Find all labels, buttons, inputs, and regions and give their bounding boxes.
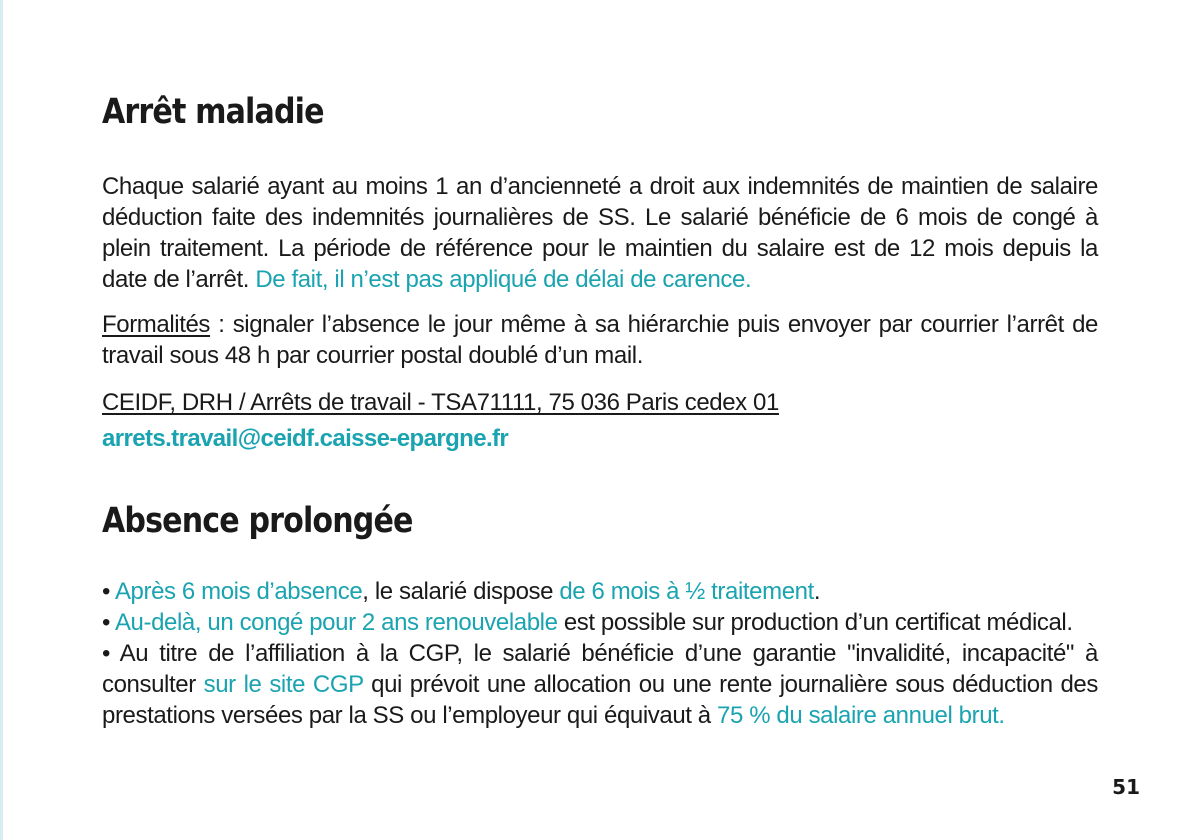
paragraph-formalities — [102, 309, 1098, 371]
paragraph-sick-leave — [102, 171, 1098, 295]
no-waiting-period-note: De fait, il n’est pas appliqué de délai de carence. — [255, 266, 752, 293]
postal-address: CEIDF, DRH / Arrêts de travail - TSA71111, 75 036 Paris cedex 01 — [102, 389, 779, 416]
page-edge-stripe — [0, 0, 3, 840]
email-link[interactable]: arrets.travail@ceidf.caisse-epargne.fr — [102, 425, 509, 452]
bullet-text: est possible sur production d’un certificat médical. — [557, 609, 1073, 636]
highlighted-text: de 6 mois à ½ traitement — [559, 578, 814, 605]
bullet-list — [102, 576, 1098, 731]
highlighted-text: sur le site CGP — [203, 671, 364, 698]
formalities-text: : signaler l’absence le jour même à sa hiérarchie puis envoyer par courrier l’arrêt de travail sous 48 h par courrier postal doublé d’un mail. — [102, 311, 1098, 369]
bullet-marker: • — [102, 609, 115, 636]
bullet-text: Au titre de l’affiliation à la CGP, le salarié bénéficie d’une garantie "invalidité, incapacité" à consulter — [102, 640, 1098, 698]
section-title-arret-maladie: Arrêt maladie — [102, 92, 324, 132]
highlighted-text: Après 6 mois d’absence — [114, 578, 363, 605]
bullet-marker: • — [102, 578, 115, 605]
bullet-marker: • — [102, 640, 120, 667]
bullet-item — [102, 607, 1098, 638]
bullet-text: . — [813, 578, 821, 605]
paragraph-sick-leave-text: Chaque salarié ayant au moins 1 an d’ancienneté a droit aux indemnités de maintien de salaire déduction faite des indemnités journalières de SS. Le salarié bénéficie de 6 mois de congé à plein traitement. La période de référence pour le maintien du salaire est de 12 mois depuis la date de l’arrêt. — [102, 173, 1098, 293]
highlighted-text: Au-delà, un congé pour 2 ans renouvelable — [114, 609, 558, 636]
page-number: 51 — [1112, 775, 1140, 799]
bullet-text: , le salarié dispose — [362, 578, 560, 605]
section-title-absence-prolongee: Absence prolongée — [102, 501, 413, 541]
bullet-item — [102, 638, 1098, 731]
highlighted-text: 75 % du salaire annuel brut. — [717, 702, 1005, 729]
bullet-item — [102, 576, 1098, 607]
bullet-text: qui prévoit une allocation ou une rente journalière sous déduction des prestations versées par la SS ou l’employeur qui équivaut à — [102, 671, 1098, 729]
formalities-label: Formalités — [102, 311, 211, 338]
